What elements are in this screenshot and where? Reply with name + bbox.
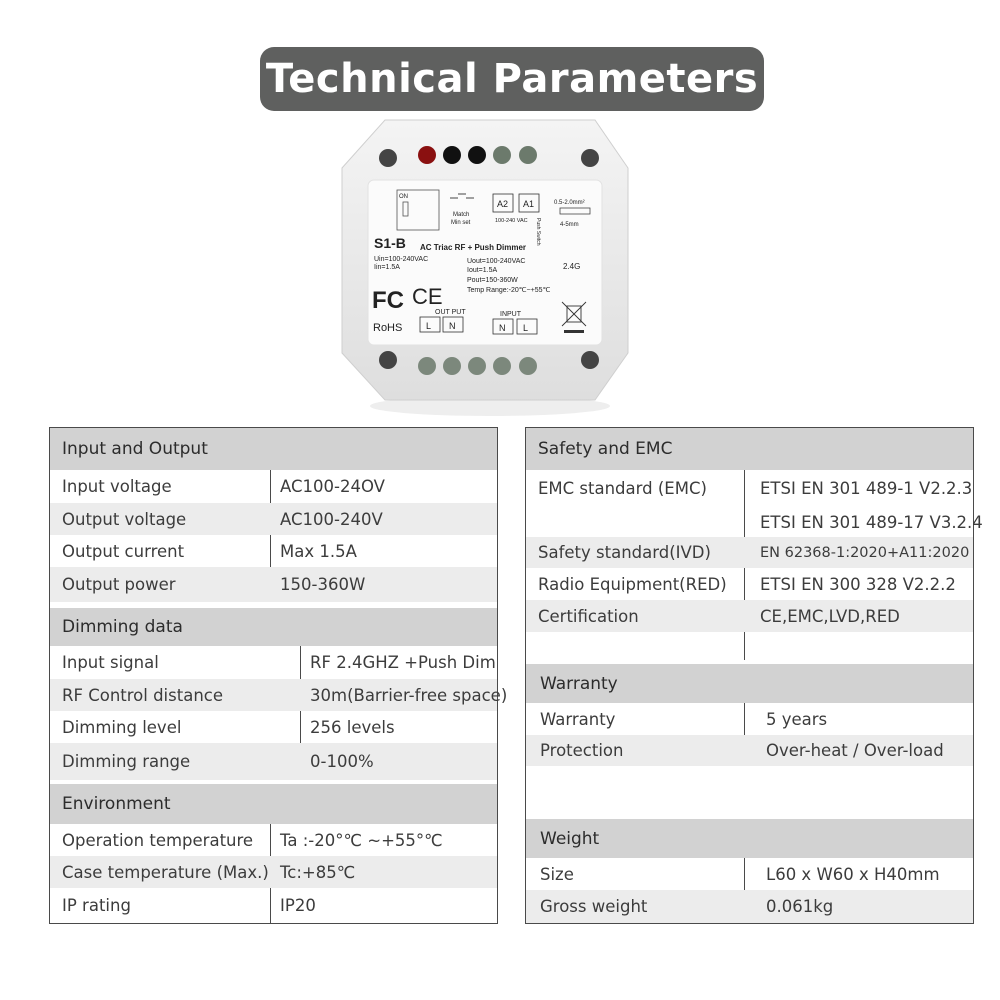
table-row: Output power 150-360W [50,567,497,602]
table-row: Radio Equipment(RED) ETSI EN 300 328 V2.2.2 [538,574,956,594]
a2-label: A2 [497,199,509,209]
table-row: Output current Max 1.5A [62,541,357,561]
right-spec-table [525,427,983,924]
fc-mark: FC [372,287,404,314]
iout-label: Iout=1.5A [467,267,498,274]
table-row: Input signal RF 2.4GHZ +Push Dim [62,653,496,672]
product-image [340,118,640,418]
pout-label: Pout=150-360W [467,277,518,284]
table-row: EMC standard (EMC) ETSI EN 301 489-1 V2.2.3 [538,479,973,498]
uin-label: Uin=100-240VAC [374,256,429,263]
min-set-label: Min set [451,220,471,226]
output-n-label: N [449,321,456,331]
model-label: S1-B [374,235,406,251]
input-l-label: L [523,323,529,333]
left-spec-table [49,427,508,924]
ce-mark: CE [412,284,443,309]
table-row: Protection Over-heat / Over-load [526,735,973,766]
table-row: Size L60 x W60 x H40mm [540,864,940,884]
table-row: Safety standard(IVD) EN 62368-1:2020+A11:2020 [526,537,973,568]
table-row: Gross weight 0.061kg [526,890,973,923]
table-row: IP rating IP20 [62,896,316,915]
table-row: ETSI EN 301 489-17 V3.2.4 [760,512,983,532]
vac-label: 100-240 VAC [495,218,528,224]
match-label: Match [453,212,470,218]
rohs-mark: RoHS [373,322,403,334]
iin-label: Iin=1.5A [374,264,400,271]
on-label: ON [399,194,408,200]
input-n-label: N [499,323,506,333]
table-row: Certification CE,EMC,LVD,RED [526,600,973,632]
table-row: Input voltage AC100-24OV [62,477,385,496]
table-row: Case temperature (Max.) Tc:+85℃ [50,856,497,888]
section-heading: Warranty [526,664,973,703]
device-name: AC Triac RF + Push Dimmer [420,243,527,252]
a1-label: A1 [523,199,535,209]
wire-gauge-label: 0.5-2.0mm² [554,200,585,206]
section-heading: Environment [50,784,497,824]
table-row: Warranty 5 years [540,709,828,729]
table-row: RF Control distance 30m(Barrier-free space) [50,679,497,711]
strip-length-label: 4-5mm [560,222,579,228]
dimmer-device-illustration [340,118,640,418]
section-heading: Safety and EMC [526,428,973,470]
table-row: Operation temperature Ta :-20°℃ ~+55°℃ [62,830,443,850]
uout-label: Uout=100-240VAC [467,258,526,265]
section-heading: Weight [526,819,973,858]
output-label: OUT PUT [435,309,466,316]
table-row: Dimming level 256 levels [62,717,395,737]
page-title: Technical Parameters [260,47,764,111]
output-l-label: L [426,321,432,331]
temp-range-label: Temp Range:-20℃~+55℃ [467,287,551,294]
section-heading: Dimming data [50,608,497,646]
input-label: INPUT [500,311,521,318]
table-row: Dimming range 0-100% [50,743,497,780]
section-heading: Input and Output [50,428,497,470]
push-switch-label: Push Switch [535,218,541,246]
wireless-label: 2.4G [563,262,581,271]
table-row: Output voltage AC100-240V [50,503,497,535]
